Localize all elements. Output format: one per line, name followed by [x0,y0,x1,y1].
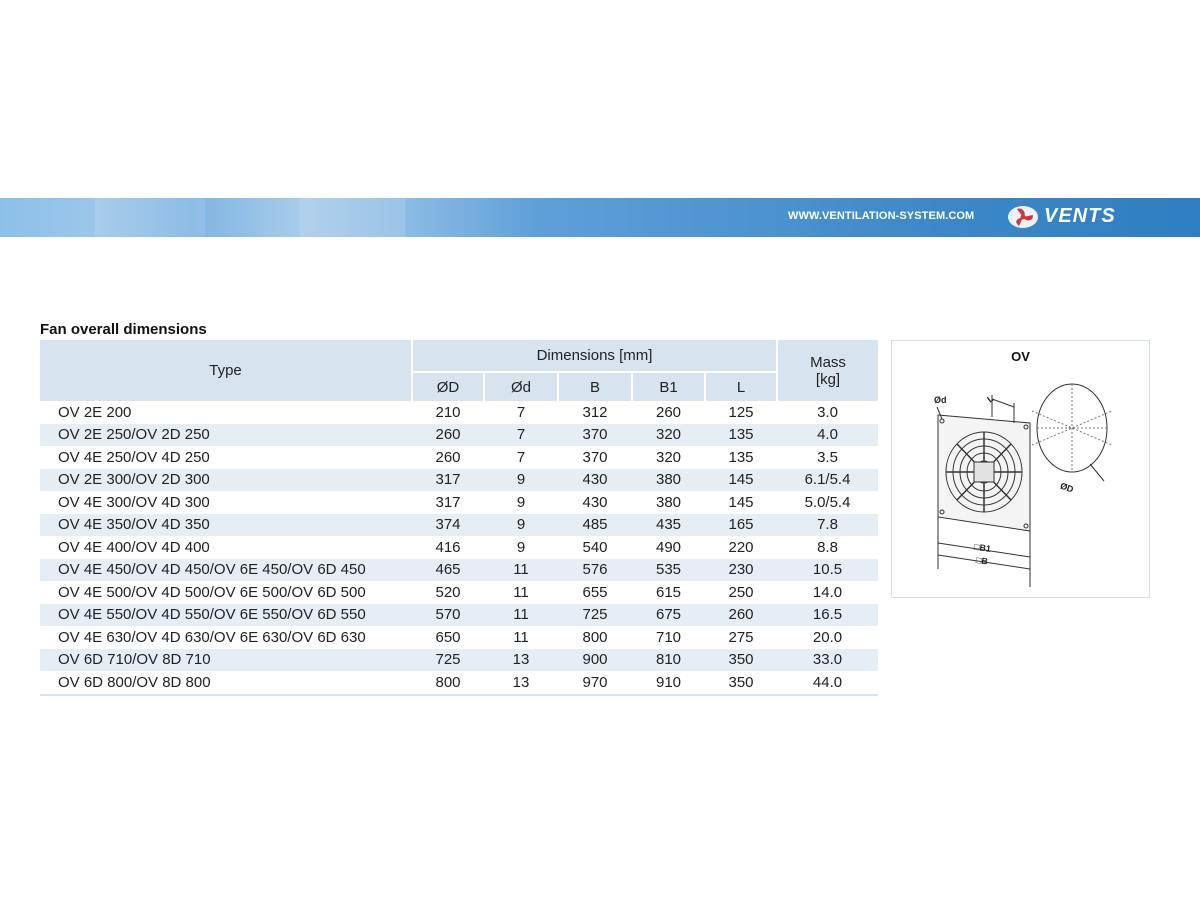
table-body [40,401,878,695]
header-dimensions: Dimensions [mm] [412,340,777,372]
cell-mass: 44.0 [777,671,878,695]
header-b: B [558,372,632,401]
fan-technical-drawing [892,341,1149,597]
cell-type: OV 6D 800/OV 8D 800 [40,671,412,695]
cell-mass: 3.0 [817,403,838,421]
table-row [40,626,878,649]
cell-type: OV 2E 300/OV 2D 300 [40,469,412,492]
cell-outer-diameter: 650 [435,628,461,646]
banner-stripe [300,198,405,237]
cell-l: 275 [728,628,754,646]
cell-hole-diameter: 11 [513,583,529,601]
cell-l: 125 [728,403,754,421]
cell-b1: 320 [655,448,682,466]
cell-hole-diameter: 11 [484,604,558,627]
cell-mass: 6.1/5.4 [777,469,878,492]
table-row [40,401,878,424]
label-outer-diameter: ØD [1058,480,1075,495]
table-row [40,424,878,447]
cell-outer-diameter: 725 [412,649,484,672]
cell-hole-diameter: 13 [484,649,558,672]
cell-l: 165 [705,514,777,537]
cell-outer-diameter: 210 [435,403,461,421]
cell-b: 312 [582,403,608,421]
banner-stripe [95,198,205,237]
label-b: □B [975,554,989,567]
table-row [40,536,878,559]
cell-b: 485 [558,514,632,537]
table-row [40,491,878,514]
cell-b1: 675 [632,604,705,627]
cell-mass: 20.0 [812,628,843,646]
cell-l: 260 [705,604,777,627]
cell-l: 135 [728,448,754,466]
cell-outer-diameter: 570 [412,604,484,627]
cell-l: 230 [705,559,777,582]
header-b1: B1 [632,372,705,401]
cell-b1: 535 [632,559,705,582]
cell-b: 430 [558,469,632,492]
table-row [40,604,878,627]
fan-drawing-panel [891,340,1150,598]
cell-b: 576 [558,559,632,582]
cell-outer-diameter: 520 [435,583,461,601]
cell-type: OV 4E 400/OV 4D 400 [58,538,210,556]
cell-type: OV 2E 250/OV 2D 250 [40,424,412,447]
cell-b1: 910 [632,671,705,695]
cell-type: OV 4E 450/OV 4D 450/OV 6E 450/OV 6D 450 [40,559,412,582]
cell-outer-diameter: 317 [412,469,484,492]
label-length: L [985,393,996,405]
cell-hole-diameter: 13 [484,671,558,695]
cell-b: 970 [558,671,632,695]
cell-mass: 7.8 [777,514,878,537]
cell-b1: 380 [632,469,705,492]
cell-type: OV 6D 710/OV 8D 710 [40,649,412,672]
cell-l: 250 [728,583,754,601]
cell-hole-diameter: 7 [484,424,558,447]
cell-l: 350 [705,671,777,695]
cell-b: 725 [558,604,632,627]
cell-type: OV 4E 550/OV 4D 550/OV 6E 550/OV 6D 550 [40,604,412,627]
cell-type: OV 4E 250/OV 4D 250 [58,448,210,466]
table-row [40,581,878,604]
cell-mass: 33.0 [777,649,878,672]
cell-type: OV 4E 500/OV 4D 500/OV 6E 500/OV 6D 500 [58,583,366,601]
cell-type: OV 4E 350/OV 4D 350 [40,514,412,537]
cell-l: 145 [728,493,754,511]
cell-b1: 380 [655,493,682,511]
label-b1: □B1 [973,541,992,554]
section-title: Fan overall dimensions [40,321,207,338]
website-url[interactable]: WWW.VENTILATION-SYSTEM.COM [788,210,975,222]
cell-b: 370 [582,448,608,466]
cell-hole-diameter: 9 [516,493,526,511]
cell-b1: 260 [655,403,682,421]
header-type: Type [40,340,412,401]
cell-hole-diameter: 7 [516,448,526,466]
cell-mass: 3.5 [817,448,838,466]
cell-mass: 10.5 [777,559,878,582]
cell-mass: 16.5 [777,604,878,627]
cell-l: 145 [705,469,777,492]
drawing-title: OV [1011,349,1030,364]
cell-b1: 435 [632,514,705,537]
header-outer-diameter: ØD [412,372,484,401]
header-l: L [705,372,777,401]
cell-hole-diameter: 9 [484,514,558,537]
header-banner [0,198,1200,237]
cell-type: OV 4E 300/OV 4D 300 [58,493,210,511]
cell-l: 350 [705,649,777,672]
table-row [40,514,878,537]
cell-hole-diameter: 11 [484,559,558,582]
cell-b1: 615 [655,583,682,601]
cell-type: OV 2E 200 [58,403,132,421]
cell-outer-diameter: 416 [435,538,461,556]
table-row [40,446,878,469]
cell-mass: 5.0/5.4 [804,493,851,511]
cell-b1: 710 [655,628,682,646]
cell-outer-diameter: 260 [412,424,484,447]
table-row [40,559,878,582]
logo-wordmark: VENTS [1044,205,1116,227]
cell-outer-diameter: 465 [412,559,484,582]
cell-outer-diameter: 374 [412,514,484,537]
header-hole-diameter: Ød [484,372,558,401]
header-mass-label: Mass [810,353,846,371]
table-row [40,649,878,672]
cell-b: 430 [582,493,608,511]
fan-logo-icon [1006,204,1040,230]
cell-l: 135 [705,424,777,447]
cell-mass: 8.8 [817,538,838,556]
header-mass [777,340,878,401]
cell-b: 370 [558,424,632,447]
cell-l: 220 [728,538,754,556]
cell-mass: 4.0 [777,424,878,447]
dimensions-table [40,340,878,696]
cell-b1: 320 [632,424,705,447]
table-row [40,671,878,695]
cell-outer-diameter: 317 [435,493,461,511]
cell-hole-diameter: 9 [484,469,558,492]
cell-hole-diameter: 7 [516,403,526,421]
vents-logo [1006,204,1146,230]
table-row [40,469,878,492]
label-hole-diameter: Ød [934,395,947,405]
cell-outer-diameter: 260 [435,448,461,466]
cell-b1: 490 [655,538,682,556]
cell-b1: 810 [632,649,705,672]
cell-b: 900 [558,649,632,672]
cell-b: 540 [582,538,608,556]
cell-mass: 14.0 [812,583,843,601]
cell-b: 655 [582,583,608,601]
cell-hole-diameter: 9 [516,538,526,556]
cell-b: 800 [582,628,608,646]
cell-hole-diameter: 11 [513,628,529,646]
header-mass-unit: [kg] [815,370,841,388]
cell-outer-diameter: 800 [412,671,484,695]
cell-type: OV 4E 630/OV 4D 630/OV 6E 630/OV 6D 630 [58,628,366,646]
